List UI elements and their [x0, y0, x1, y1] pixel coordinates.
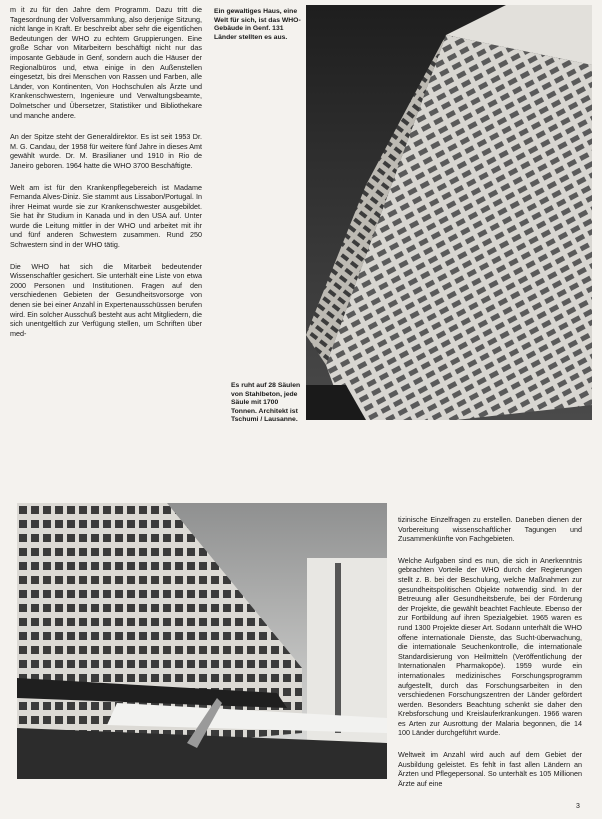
- paragraph: m it zu für den Jahre dem Programm. Dazu tritt die Tagesordnung der Vollversammlung, also derjenige Sitzung, nicht lange in Kraft. Er beschreibt aber sehr die eigentlichen Bedeutungen der WHO zu echtem Gruppierungen. Eine große Schar von Mitarbeitern beschäftigt nicht nur das imposante Gebäude in Genf, sondern auch die Häuser der Regionalbüros und, etwa einige in den Außenstellen eingesetzt, bis drei Menschen von Rassen und Farben, alle Länder, von Kontinenten, Von Hochschulen als Ärzte und Krankenschwestern, Ingenieure und Verwaltungsbeamte, Dolmetscher und Übersetzer, Statistiker und Bibliothekare und manche andere.: [10, 5, 202, 120]
- paragraph: Welt am ist für den Krankenpflegebereich ist Madame Fernanda Alves-Diniz. Sie stammt aus Lissabon/Portugal. In ihrer Heimat wurde sie zur Krankenschwester ausgebildet. Sie hat ihr Studium in Kanada und in den USA auf. Unter wurde die Leitung mittler in der WHO und arbeitet mit ihr und fünf anderen Schwestern zusammen. Rund 250 Schwestern sind in der WHO tätig.: [10, 182, 202, 250]
- paragraph: Die WHO hat sich die Mitarbeit bedeutender Wissenschaftler gesichert. Sie unterhält eine Liste von etwa 2000 Personen und Institutionen. Fragen auf den verschiedenen Gebieten der Gesundheitsvorsorge von denen sie bei einer Anzahl in Expertenausschüssen berufen wird. Ein solcher Ausschuß besteht aus acht Mitgliedern, die sich unentgeltlich zur Verfügung stellen, um Schriften über med-: [10, 261, 202, 338]
- who-building-tower-photo: [306, 5, 592, 420]
- paragraph: Weltweit im Anzahl wird auch auf dem Gebiet der Ausbildung geleistet. Es fehlt in fast allen Ländern an Ärzten und Pflegepersonal. So unterhält es 105 Millionen Ärzte auf eine: [398, 750, 582, 788]
- paragraph: Welche Aufgaben sind es nun, die sich in Anerkenntnis gebrachten Vorteile der WHO durch der Regierungen stellt z. B. bei der Beschulung, welche Maßnahmen zur gesundheitspolitischen Objekte notwendig sind. In der Betreuung aller Gesundheitsberufe, bei der Förderung der Projekte, die gewählt beachtet Fachleute. Ebenso der zur Fortbildung auf ihren Spezialgebiet. 1965 waren es rund 1300 Projekte dieser Art. Sodann unterhält die WHO offene internationale Dienste, das Sucht-überwachung, die internationale Seuchenkontrolle, die internationale Standardisierung von Heilmitteln (Veröffentlichung der Internationalen Pharmakopöe). 1959 wurde ein internationales medizinisches Forschungsprogramm aufgestellt, durch das Forschungsarbeiten in den verschiedenen Forschungszentren der Länder gefördert werden. Besonders Beachtung schenkt sie daher den Krebsforschung und Kreislauferkrankungen. 1966 waren es Arten zur Ausrottung der Malaria begonnen, die 14 100 Länder durchgeführt wurde.: [398, 555, 582, 738]
- right-text-column: [398, 515, 582, 800]
- paragraph: An der Spitze steht der Generaldirektor. Es ist seit 1953 Dr. M. G. Candau, der 1958 für weitere fünf Jahre in dieses Amt gewählt wurde. Dr. M. Brasilianer und 1910 in Rio de Janeiro geboren. 1964 hatte die WHO 3700 Beschäftigte.: [10, 132, 202, 170]
- page-number: 3: [576, 803, 580, 810]
- tower-photo-graphic: [306, 5, 592, 420]
- paragraph: tizinische Einzelfragen zu erstellen. Daneben dienen der Vorbereitung wissenschaftlicher Tagungen und Zusammenkünfte von Fachgebieten.: [398, 515, 582, 544]
- who-building-wide-photo: [17, 503, 387, 779]
- middle-photo-caption: Es ruht auf 28 Säulen von Stahlbeton, jede Säule mit 1700 Tonnen. Architekt ist Tschumi / Lausanne.: [231, 382, 301, 424]
- top-photo-caption: Ein gewaltiges Haus, eine Welt für sich, ist das WHO-Gebäude in Genf. 131 Länder stellten es aus.: [214, 8, 301, 41]
- left-text-column: [10, 5, 202, 350]
- building-photo-graphic: [17, 503, 387, 779]
